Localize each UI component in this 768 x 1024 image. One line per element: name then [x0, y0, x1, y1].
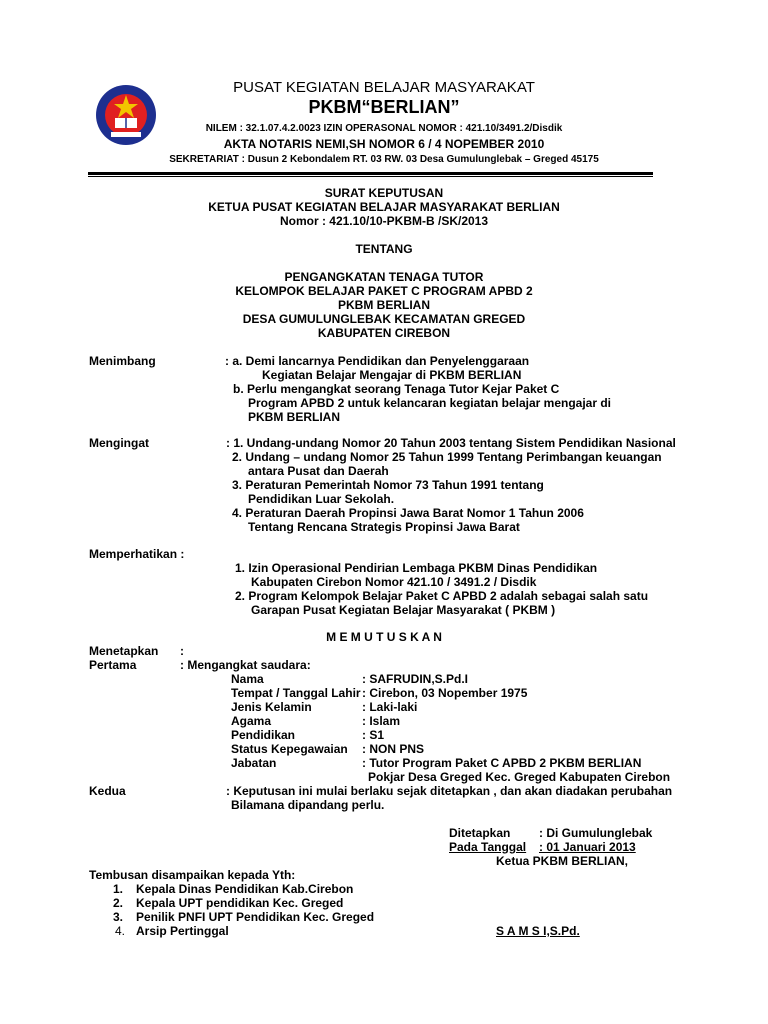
- field-value-jabatan-cont: Pokjar Desa Greged Kec. Greged Kabupaten Cirebon: [368, 770, 671, 784]
- doc-title: SURAT KEPUTUSAN: [324, 186, 444, 200]
- menimbang-a-cont: Kegiatan Belajar Mengajar di PKBM BERLIAN: [262, 368, 522, 382]
- mengingat-2-cont: antara Pusat dan Daerah: [248, 464, 389, 478]
- field-value-agama: : Islam: [362, 714, 401, 728]
- field-value-jenis-kelamin: : Laki-laki: [362, 700, 418, 714]
- menetapkan-colon: :: [180, 644, 184, 658]
- field-key-ttl: Tempat / Tanggal Lahir: [231, 686, 361, 700]
- menimbang-label: Menimbang: [89, 354, 156, 368]
- org-short-name: PKBM“BERLIAN”: [308, 97, 460, 117]
- ditetapkan-value: : Di Gumulunglebak: [539, 826, 653, 840]
- memperhatikan-label: Memperhatikan :: [89, 547, 185, 561]
- pertama-label: Pertama: [89, 658, 137, 672]
- tembusan-item-3: Penilik PNFI UPT Pendidikan Kec. Greged: [136, 910, 375, 924]
- ketua-title: Ketua PKBM BERLIAN,: [496, 854, 629, 868]
- mengingat-1: : 1. Undang-undang Nomor 20 Tahun 2003 tentang Sistem Pendidikan Nasional: [226, 436, 676, 450]
- signatory-name: S A M S I,S.Pd.: [496, 924, 580, 938]
- tentang-heading: TENTANG: [355, 242, 413, 256]
- ditetapkan-key: Ditetapkan: [449, 826, 511, 840]
- kedua-text: : Keputusan ini mulai berlaku sejak ditetapkan , dan akan diadakan perubahan: [226, 784, 673, 798]
- tembusan-item-4: Arsip Pertinggal: [136, 924, 229, 938]
- pertama-text: : Mengangkat saudara:: [180, 658, 311, 672]
- mengingat-label: Mengingat: [89, 436, 149, 450]
- mengingat-4-cont: Tentang Rencana Strategis Propinsi Jawa Barat: [248, 520, 520, 534]
- field-value-ttl: : Cirebon, 03 Nopember 1975: [362, 686, 528, 700]
- subject-line-2: KELOMPOK BELAJAR PAKET C PROGRAM APBD 2: [235, 284, 533, 298]
- mengingat-3-cont: Pendidikan Luar Sekolah.: [248, 492, 395, 506]
- menetapkan-label: Menetapkan: [89, 644, 159, 658]
- letterhead-rule-thin: [88, 176, 653, 177]
- tembusan-item-2: Kepala UPT pendidikan Kec. Greged: [136, 896, 344, 910]
- menimbang-a: : a. Demi lancarnya Pendidikan dan Penyelenggaraan: [225, 354, 530, 368]
- field-key-nama: Nama: [231, 672, 264, 686]
- memperhatikan-1: 1. Izin Operasional Pendirian Lembaga PKBM Dinas Pendidikan: [235, 561, 598, 575]
- doc-number: Nomor : 421.10/10-PKBM-B /SK/2013: [279, 214, 489, 228]
- kedua-text-cont: Bilamana dipandang perlu.: [231, 798, 385, 812]
- field-key-pendidikan: Pendidikan: [231, 728, 296, 742]
- field-value-nama: : SAFRUDIN,S.Pd.I: [362, 672, 469, 686]
- memutuskan-heading: M E M U T U S K A N: [326, 630, 442, 644]
- kedua-label: Kedua: [89, 784, 126, 798]
- menimbang-b-cont2: PKBM BERLIAN: [248, 410, 340, 424]
- menimbang-b-cont: Program APBD 2 untuk kelancaran kegiatan belajar mengajar di: [248, 396, 612, 410]
- sekretariat-line: SEKRETARIAT : Dusun 2 Kebondalem RT. 03 RW. 03 Desa Gumulunglebak – Greged 45175: [169, 154, 599, 165]
- letterhead-rule: [88, 172, 653, 175]
- tembusan-num-2: 2.: [113, 896, 124, 910]
- field-key-agama: Agama: [231, 714, 272, 728]
- tembusan-num-3: 3.: [113, 910, 124, 924]
- tembusan-num-1: 1.: [113, 882, 124, 896]
- org-name: PUSAT KEGIATAN BELAJAR MASYARAKAT: [233, 79, 535, 96]
- mengingat-2: 2. Undang – undang Nomor 25 Tahun 1999 Tentang Perimbangan keuangan: [232, 450, 662, 464]
- field-value-pendidikan: : S1: [362, 728, 385, 742]
- subject-line-3: PKBM BERLIAN: [338, 298, 430, 312]
- subject-line-1: PENGANGKATAN TENAGA TUTOR: [284, 270, 484, 284]
- nilem-line: NILEM : 32.1.07.4.2.0023 IZIN OPERASONAL NOMOR : 421.10/3491.2/Disdik: [205, 123, 563, 134]
- mengingat-3: 3. Peraturan Pemerintah Nomor 73 Tahun 1991 tentang: [232, 478, 544, 492]
- field-key-jabatan: Jabatan: [231, 756, 277, 770]
- field-value-status: : NON PNS: [362, 742, 425, 756]
- tanggal-value: : 01 Januari 2013: [539, 840, 636, 854]
- memperhatikan-1-cont: Kabupaten Cirebon Nomor 421.10 / 3491.2 / Disdik: [251, 575, 537, 589]
- menimbang-b: b. Perlu mengangkat seorang Tenaga Tutor Kejar Paket C: [233, 382, 560, 396]
- subject-line-4: DESA GUMULUNGLEBAK KECAMATAN GREGED: [242, 312, 526, 326]
- memperhatikan-2-cont: Garapan Pusat Kegiatan Belajar Masyarakat ( PKBM ): [251, 603, 556, 617]
- field-key-jenis-kelamin: Jenis Kelamin: [231, 700, 312, 714]
- tembusan-header: Tembusan disampaikan kepada Yth:: [89, 868, 296, 882]
- tembusan-item-1: Kepala Dinas Pendidikan Kab.Cirebon: [136, 882, 354, 896]
- subject-line-5: KABUPATEN CIREBON: [317, 326, 451, 340]
- field-key-status: Status Kepegawaian: [231, 742, 348, 756]
- memperhatikan-2: 2. Program Kelompok Belajar Paket C APBD 2 adalah sebagai salah satu: [235, 589, 649, 603]
- tembusan-num-4: 4.: [115, 924, 126, 938]
- akta-line: AKTA NOTARIS NEMI,SH NOMOR 6 / 4 NOPEMBER 2010: [223, 137, 545, 151]
- field-value-jabatan: : Tutor Program Paket C APBD 2 PKBM BERLIAN: [362, 756, 642, 770]
- tanggal-key: Pada Tanggal: [449, 840, 527, 854]
- mengingat-4: 4. Peraturan Daerah Propinsi Jawa Barat Nomor 1 Tahun 2006: [232, 506, 584, 520]
- doc-subtitle: KETUA PUSAT KEGIATAN BELAJAR MASYARAKAT BERLIAN: [208, 200, 560, 214]
